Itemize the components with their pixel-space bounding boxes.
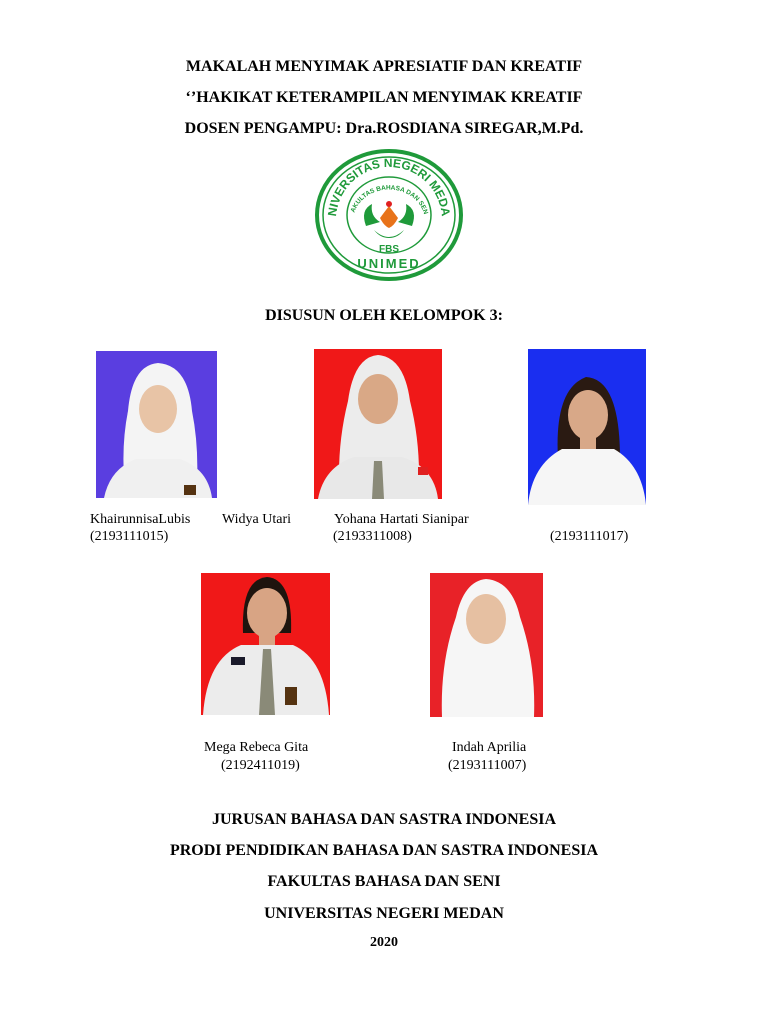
- title-line-1: MAKALAH MENYIMAK APRESIATIF DAN KREATIF: [185, 58, 583, 75]
- lecturer-line: DOSEN PENGAMPU: Dra.ROSDIANA SIREGAR,M.Pd.: [184, 120, 584, 137]
- university-line: UNIVERSITAS NEGERI MEDAN: [264, 905, 504, 922]
- member-name-yohana: Yohana Hartati Sianipar: [334, 512, 469, 527]
- year: 2020: [370, 935, 398, 950]
- logo-unimed-text: UNIMED: [357, 256, 421, 271]
- faculty-line: FAKULTAS BAHASA DAN SENI: [267, 873, 501, 890]
- program-line: PRODI PENDIDIKAN BAHASA DAN SASTRA INDONESIA: [169, 842, 599, 859]
- member-name-widya: Widya Utari: [222, 512, 292, 527]
- member-id-khairunnisa: (2193111015): [90, 529, 169, 544]
- photo-khairunnisa: [96, 351, 217, 498]
- department-line: JURUSAN BAHASA DAN SASTRA INDONESIA: [211, 811, 557, 828]
- logo-inner-text: AKULTAS BAHASA DAN SEN: [349, 184, 429, 216]
- group-heading: DISUSUN OLEH KELOMPOK 3:: [265, 307, 503, 324]
- member-id-yohana: (2193111017): [550, 529, 629, 544]
- photo-indah: [430, 573, 543, 717]
- title-line-2: ‘’HAKIKAT KETERAMPILAN MENYIMAK KREATIF: [185, 89, 583, 106]
- member-name-indah: Indah Aprilia: [452, 740, 527, 755]
- photo-mega: [201, 573, 330, 715]
- member-name-khairunnisa: KhairunnisaLubis: [90, 512, 191, 527]
- photo-yohana: [528, 349, 646, 505]
- logo-ring-text: NIVERSITAS NEGERI MEDA: [325, 155, 453, 218]
- member-id-indah: (2193111007): [448, 758, 527, 773]
- member-id-widya: (2193311008): [333, 529, 412, 544]
- member-name-mega: Mega Rebeca Gita: [204, 740, 309, 755]
- member-id-mega: (2192411019): [221, 758, 300, 773]
- university-logo: [314, 148, 464, 282]
- photo-widya: [314, 349, 442, 499]
- logo-fbs-text: FBS: [379, 244, 399, 255]
